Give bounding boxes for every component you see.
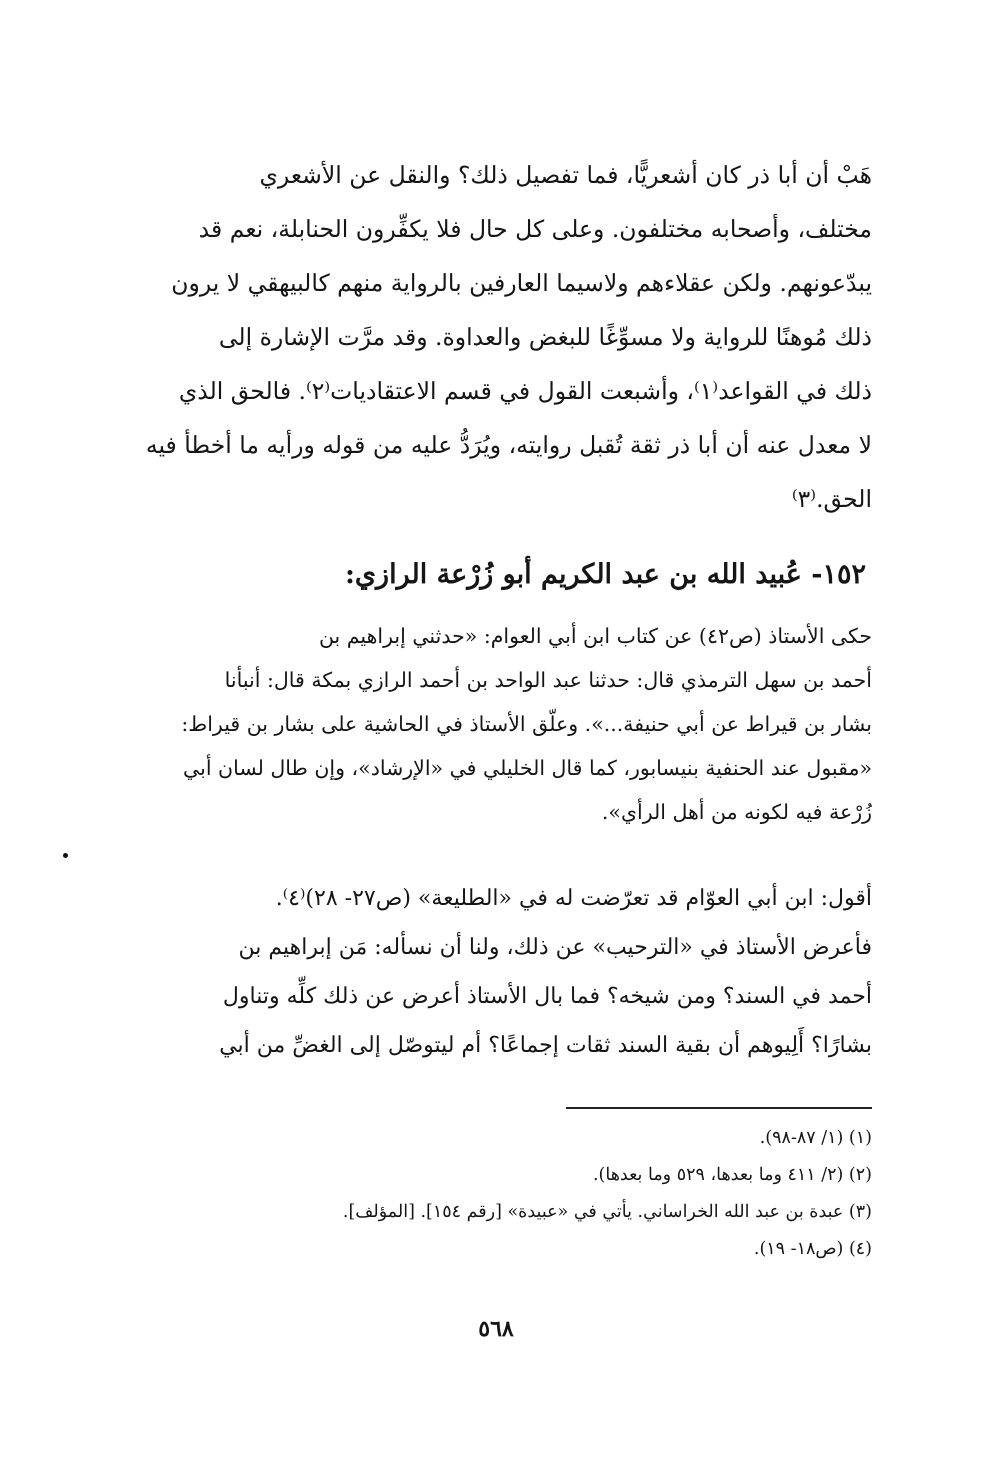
text-line: هَبْ أن أبا ذر كان أشعريًّا، فما تفصيل ذلك؟ والنقل عن الأشعري [259,161,872,189]
entry-heading [100,550,872,600]
page-number: ٥٦٨ [478,1316,514,1342]
text-line: «مقبول عند الحنفية بنيسابور، كما قال الخليلي في «الإرشاد»، وإن طال لسان أبي [183,756,872,780]
entry-heading-text: ١٥٢- عُبيد الله بن عبد الكريم أبو زُرْعة الرازي: [344,559,866,590]
text-line: أحمد بن سهل الترمذي قال: حدثنا عبد الواحد بن أحمد الرازي بمكة قال: أنبأنا [224,668,872,692]
text-line: ذلك مُوهنًا للرواية ولا مسوِّغًا للبغض والعداوة. وقد مرَّت الإشارة إلى [218,323,872,351]
paragraph-response [100,874,872,1070]
text-line: بشار بن قيراط عن أبي حنيفة...». وعلّق الأستاذ في الحاشية على بشار بن قيراط: [181,712,872,736]
footnote-1: (١) (١/ ٨٧-٩٨). [759,1128,872,1148]
text-line: حكى الأستاذ (ص٤٢) عن كتاب ابن أبي العوام: «حدثني إبراهيم بن [318,624,872,648]
footnotes [100,1120,872,1268]
text-line: ذلك في القواعد⁽١⁾، وأشبعت القول في قسم الاعتقاديات⁽٢⁾. فالحق الذي [178,377,872,405]
footnote-2: (٢) (٢/ ٤١١ وما بعدها، ٥٢٩ وما بعدها). [592,1165,872,1185]
text-line: أحمد في السند؟ ومن شيخه؟ فما بال الأستاذ أعرض عن ذلك كلِّه وتناول [222,984,872,1009]
text-line: زُرْعة فيه لكونه من أهل الرأي». [601,800,872,824]
footnote-4: (٤) (ص١٨- ١٩). [753,1239,872,1259]
text-line: أقول: ابن أبي العوّام قد تعرّضت له في «الطليعة» (ص٢٧- ٢٨)⁽٤⁾. [275,886,872,911]
footnote-separator [566,1107,872,1109]
text-line: يبدّعونهم. ولكن عقلاءهم ولاسيما العارفين بالرواية منهم كالبيهقي لا يرون [171,269,872,297]
paragraph-quote [100,614,872,834]
text-line: فأعرض الأستاذ في «الترحيب» عن ذلك، ولنا أن نسأله: مَن إبراهيم بن [238,935,872,960]
text-line: لا معدل عنه أن أبا ذر ثقة تُقبل روايته، ويُرَدُّ عليه من قوله ورأيه ما أخطأ فيه [145,431,872,459]
footnote-3: (٣) عبدة بن عبد الله الخراساني. يأتي في «عبيدة» [رقم ١٥٤]. [المؤلف]. [342,1202,872,1222]
paragraph-continuation [100,148,872,526]
text-line: بشارًا؟ أَلِيوهم أن بقية السند ثقات إجماعًا؟ أم ليتوصّل إلى الغضِّ من أبي [219,1033,872,1058]
text-line: مختلف، وأصحابه مختلفون. وعلى كل حال فلا يكفِّرون الحنابلة، نعم قد [198,215,872,243]
text-line: الحق.⁽٣⁾ [791,485,872,513]
margin-dot [63,853,68,858]
